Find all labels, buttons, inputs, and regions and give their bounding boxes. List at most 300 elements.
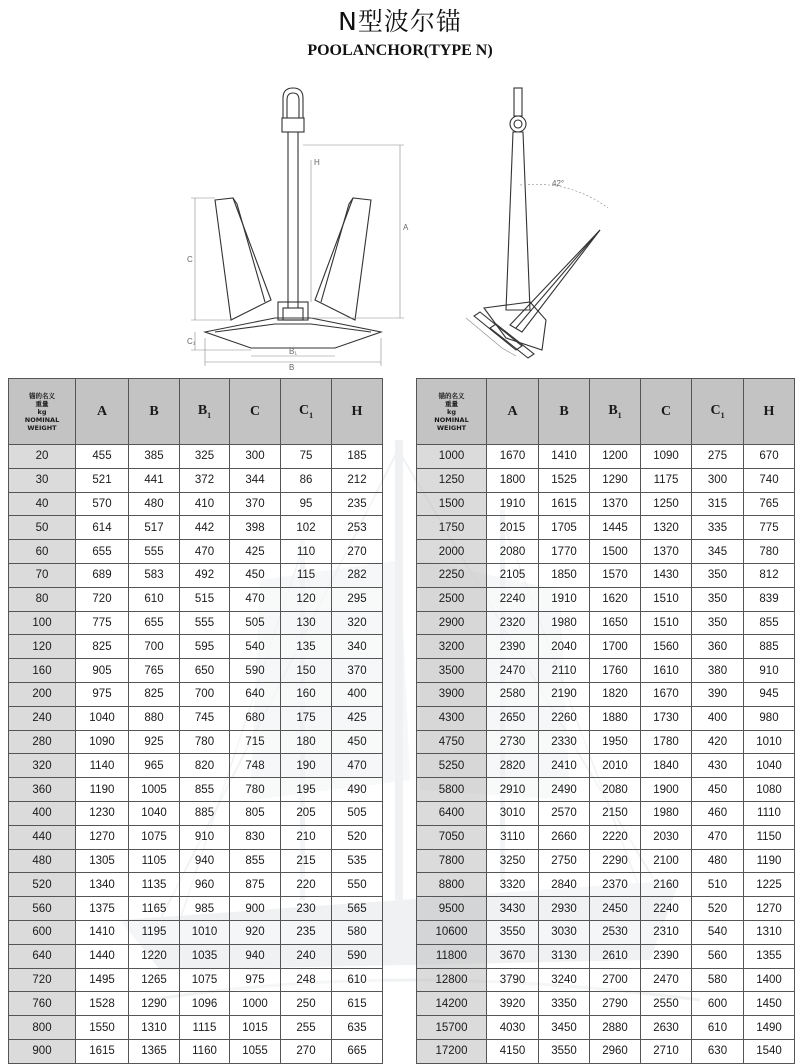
cell-b: 2110 — [539, 659, 590, 683]
cell-a: 1800 — [487, 468, 539, 492]
cell-b: 1705 — [539, 516, 590, 540]
cell-weight: 100 — [9, 611, 76, 635]
cell-h: 340 — [332, 635, 383, 659]
cell-b: 1850 — [539, 563, 590, 587]
cell-weight: 70 — [9, 563, 76, 587]
cell-c: 2160 — [641, 873, 692, 897]
cell-b1: 1075 — [180, 968, 230, 992]
cell-c: 2550 — [641, 992, 692, 1016]
cell-weight: 440 — [9, 825, 76, 849]
cell-c1: 248 — [281, 968, 332, 992]
cell-c: 2100 — [641, 849, 692, 873]
cell-weight: 3900 — [417, 682, 487, 706]
table-row — [9, 873, 383, 897]
cell-a: 2650 — [487, 706, 539, 730]
cell-c: 780 — [230, 778, 281, 802]
cell-b1: 555 — [180, 611, 230, 635]
cell-b1: 410 — [180, 492, 230, 516]
cell-weight: 12800 — [417, 968, 487, 992]
cell-a: 1305 — [76, 849, 129, 873]
cell-b: 1615 — [539, 492, 590, 516]
cell-weight: 760 — [9, 992, 76, 1016]
cell-a: 2910 — [487, 778, 539, 802]
cell-b1: 1160 — [180, 1039, 230, 1063]
cell-weight: 20 — [9, 445, 76, 469]
table-row — [417, 992, 795, 1016]
cell-h: 535 — [332, 849, 383, 873]
cell-c1: 380 — [692, 659, 744, 683]
cell-weight: 280 — [9, 730, 76, 754]
cell-a: 614 — [76, 516, 129, 540]
cell-c: 2630 — [641, 1016, 692, 1040]
cell-a: 1140 — [76, 754, 129, 778]
cell-b: 583 — [129, 563, 180, 587]
cell-b1: 1620 — [590, 587, 641, 611]
cell-weight: 2000 — [417, 540, 487, 564]
cell-h: 765 — [744, 492, 795, 516]
header-b1-main: B — [608, 403, 618, 419]
table-row — [9, 445, 383, 469]
cell-h: 885 — [744, 635, 795, 659]
cell-h: 580 — [332, 920, 383, 944]
cell-b1: 2790 — [590, 992, 641, 1016]
cell-b: 1770 — [539, 540, 590, 564]
cell-b1: 2290 — [590, 849, 641, 873]
header-h: H — [744, 379, 795, 445]
cell-b: 3030 — [539, 920, 590, 944]
cell-c: 2030 — [641, 825, 692, 849]
table-row — [417, 754, 795, 778]
cell-c: 344 — [230, 468, 281, 492]
cell-weight: 3200 — [417, 635, 487, 659]
cell-c: 1900 — [641, 778, 692, 802]
cell-a: 2470 — [487, 659, 539, 683]
cell-a: 1495 — [76, 968, 129, 992]
cell-h: 1355 — [744, 944, 795, 968]
cell-h: 320 — [332, 611, 383, 635]
cell-c1: 86 — [281, 468, 332, 492]
table-row — [9, 540, 383, 564]
cell-b: 2410 — [539, 754, 590, 778]
cell-c1: 350 — [692, 587, 744, 611]
cell-h: 400 — [332, 682, 383, 706]
cell-h: 212 — [332, 468, 383, 492]
header-c1-main: C — [710, 403, 721, 419]
cell-c1: 580 — [692, 968, 744, 992]
table-header-row — [9, 379, 383, 445]
cell-a: 3010 — [487, 801, 539, 825]
cell-b1: 1035 — [180, 944, 230, 968]
cell-c1: 190 — [281, 754, 332, 778]
cell-b1: 1096 — [180, 992, 230, 1016]
cell-h: 1400 — [744, 968, 795, 992]
cell-weight: 80 — [9, 587, 76, 611]
cell-b1: 2010 — [590, 754, 641, 778]
cell-b1: 885 — [180, 801, 230, 825]
cell-h: 282 — [332, 563, 383, 587]
cell-weight: 120 — [9, 635, 76, 659]
table-row — [9, 754, 383, 778]
cell-weight: 11800 — [417, 944, 487, 968]
cell-c: 920 — [230, 920, 281, 944]
cell-b1: 1010 — [180, 920, 230, 944]
cell-a: 1528 — [76, 992, 129, 1016]
cell-b1: 1950 — [590, 730, 641, 754]
cell-b: 1910 — [539, 587, 590, 611]
cell-a: 1615 — [76, 1039, 129, 1063]
cell-h: 1310 — [744, 920, 795, 944]
table-row — [417, 778, 795, 802]
cell-c: 805 — [230, 801, 281, 825]
cell-c1: 75 — [281, 445, 332, 469]
cell-h: 1040 — [744, 754, 795, 778]
cell-b: 2260 — [539, 706, 590, 730]
cell-a: 2080 — [487, 540, 539, 564]
cell-a: 3550 — [487, 920, 539, 944]
cell-c1: 195 — [281, 778, 332, 802]
cell-a: 2730 — [487, 730, 539, 754]
anchor-front-view-drawing — [175, 80, 415, 370]
cell-c1: 250 — [281, 992, 332, 1016]
cell-c: 1730 — [641, 706, 692, 730]
cell-b1: 855 — [180, 778, 230, 802]
cell-h: 665 — [332, 1039, 383, 1063]
cell-weight: 520 — [9, 873, 76, 897]
cell-b1: 910 — [180, 825, 230, 849]
cell-b: 2040 — [539, 635, 590, 659]
cell-weight: 240 — [9, 706, 76, 730]
cell-a: 521 — [76, 468, 129, 492]
cell-weight: 1500 — [417, 492, 487, 516]
cell-a: 3430 — [487, 897, 539, 921]
cell-weight: 1750 — [417, 516, 487, 540]
cell-c1: 350 — [692, 563, 744, 587]
cell-c1: 95 — [281, 492, 332, 516]
dim-label-b: B — [289, 363, 295, 370]
cell-weight: 7800 — [417, 849, 487, 873]
cell-h: 1270 — [744, 897, 795, 921]
cell-b: 965 — [129, 754, 180, 778]
cell-c1: 255 — [281, 1016, 332, 1040]
cell-a: 1270 — [76, 825, 129, 849]
cell-h: 839 — [744, 587, 795, 611]
cell-h: 425 — [332, 706, 383, 730]
cell-a: 2015 — [487, 516, 539, 540]
cell-h: 370 — [332, 659, 383, 683]
header-nominal-weight — [417, 379, 487, 445]
spec-table-right-body — [417, 445, 795, 1064]
cell-c: 590 — [230, 659, 281, 683]
header-h: H — [332, 379, 383, 445]
cell-h: 945 — [744, 682, 795, 706]
cell-b: 1980 — [539, 611, 590, 635]
cell-b1: 2880 — [590, 1016, 641, 1040]
cell-b: 2330 — [539, 730, 590, 754]
cell-weight: 7050 — [417, 825, 487, 849]
cell-h: 1490 — [744, 1016, 795, 1040]
cell-b: 880 — [129, 706, 180, 730]
cell-c: 1000 — [230, 992, 281, 1016]
cell-weight: 2500 — [417, 587, 487, 611]
cell-c: 1370 — [641, 540, 692, 564]
table-row — [417, 516, 795, 540]
cell-b1: 1500 — [590, 540, 641, 564]
cell-h: 520 — [332, 825, 383, 849]
table-row — [417, 1016, 795, 1040]
header-weight-cn-line1: 锚的名义 — [438, 391, 465, 400]
cell-h: 780 — [744, 540, 795, 564]
cell-h: 550 — [332, 873, 383, 897]
cell-c1: 130 — [281, 611, 332, 635]
cell-h: 470 — [332, 754, 383, 778]
cell-b: 1165 — [129, 897, 180, 921]
cell-h: 615 — [332, 992, 383, 1016]
cell-h: 490 — [332, 778, 383, 802]
cell-b1: 820 — [180, 754, 230, 778]
cell-c: 975 — [230, 968, 281, 992]
cell-c1: 600 — [692, 992, 744, 1016]
cell-b: 2570 — [539, 801, 590, 825]
cell-b1: 1650 — [590, 611, 641, 635]
cell-b: 1410 — [539, 445, 590, 469]
header-weight-unit: kg — [37, 407, 47, 416]
cell-h: 812 — [744, 563, 795, 587]
cell-c: 875 — [230, 873, 281, 897]
table-row — [9, 516, 383, 540]
table-row — [9, 635, 383, 659]
table-row — [417, 540, 795, 564]
cell-weight: 4300 — [417, 706, 487, 730]
cell-h: 565 — [332, 897, 383, 921]
cell-c: 748 — [230, 754, 281, 778]
cell-h: 235 — [332, 492, 383, 516]
cell-a: 1910 — [487, 492, 539, 516]
cell-weight: 8800 — [417, 873, 487, 897]
cell-a: 3920 — [487, 992, 539, 1016]
cell-c1: 110 — [281, 540, 332, 564]
cell-b1: 442 — [180, 516, 230, 540]
cell-weight: 480 — [9, 849, 76, 873]
cell-h: 1080 — [744, 778, 795, 802]
cell-c: 1320 — [641, 516, 692, 540]
cell-a: 1440 — [76, 944, 129, 968]
cell-h: 855 — [744, 611, 795, 635]
cell-h: 505 — [332, 801, 383, 825]
cell-b1: 1445 — [590, 516, 641, 540]
cell-weight: 600 — [9, 920, 76, 944]
cell-c: 1510 — [641, 587, 692, 611]
cell-weight: 320 — [9, 754, 76, 778]
dim-label-b1: B₁ — [289, 347, 298, 356]
table-row — [417, 492, 795, 516]
header-c: C — [230, 379, 281, 445]
cell-b1: 960 — [180, 873, 230, 897]
cell-b1: 2220 — [590, 825, 641, 849]
header-weight-unit: kg — [447, 407, 456, 416]
cell-c1: 540 — [692, 920, 744, 944]
cell-weight: 400 — [9, 801, 76, 825]
cell-c: 940 — [230, 944, 281, 968]
cell-a: 1670 — [487, 445, 539, 469]
cell-c: 300 — [230, 445, 281, 469]
table-row — [9, 920, 383, 944]
cell-c: 1980 — [641, 801, 692, 825]
cell-c1: 335 — [692, 516, 744, 540]
cell-c: 1430 — [641, 563, 692, 587]
table-row — [417, 706, 795, 730]
cell-a: 2105 — [487, 563, 539, 587]
cell-a: 825 — [76, 635, 129, 659]
table-row — [417, 563, 795, 587]
header-b1 — [590, 379, 641, 445]
cell-a: 2820 — [487, 754, 539, 778]
cell-b: 555 — [129, 540, 180, 564]
cell-a: 905 — [76, 659, 129, 683]
cell-weight: 14200 — [417, 992, 487, 1016]
cell-b1: 325 — [180, 445, 230, 469]
cell-h: 1450 — [744, 992, 795, 1016]
cell-a: 3250 — [487, 849, 539, 873]
cell-c: 680 — [230, 706, 281, 730]
cell-c1: 102 — [281, 516, 332, 540]
cell-b1: 2080 — [590, 778, 641, 802]
cell-c: 2310 — [641, 920, 692, 944]
cell-c1: 460 — [692, 801, 744, 825]
table-row — [417, 659, 795, 683]
cell-b: 1290 — [129, 992, 180, 1016]
table-row — [417, 920, 795, 944]
table-row — [417, 897, 795, 921]
table-row — [9, 849, 383, 873]
cell-weight: 60 — [9, 540, 76, 564]
cell-c: 2470 — [641, 968, 692, 992]
cell-c: 2240 — [641, 897, 692, 921]
header-b1 — [180, 379, 230, 445]
header-weight-cn-line2: 重量 — [35, 399, 49, 408]
table-row — [417, 801, 795, 825]
cell-c1: 240 — [281, 944, 332, 968]
cell-weight: 5800 — [417, 778, 487, 802]
cell-a: 1230 — [76, 801, 129, 825]
cell-c: 370 — [230, 492, 281, 516]
header-weight-cn-line2: 重量 — [445, 399, 458, 408]
cell-weight: 2900 — [417, 611, 487, 635]
cell-b1: 2700 — [590, 968, 641, 992]
cell-a: 4030 — [487, 1016, 539, 1040]
cell-c1: 345 — [692, 540, 744, 564]
cell-c1: 510 — [692, 873, 744, 897]
table-row — [417, 445, 795, 469]
cell-a: 2320 — [487, 611, 539, 635]
cell-weight: 1000 — [417, 445, 487, 469]
cell-b: 1525 — [539, 468, 590, 492]
cell-b1: 1880 — [590, 706, 641, 730]
cell-b: 1365 — [129, 1039, 180, 1063]
table-row — [9, 730, 383, 754]
header-c: C — [641, 379, 692, 445]
cell-c1: 235 — [281, 920, 332, 944]
cell-c1: 175 — [281, 706, 332, 730]
cell-b: 1075 — [129, 825, 180, 849]
cell-b1: 372 — [180, 468, 230, 492]
cell-weight: 40 — [9, 492, 76, 516]
header-b: B — [539, 379, 590, 445]
cell-c: 505 — [230, 611, 281, 635]
cell-b1: 1200 — [590, 445, 641, 469]
cell-b: 1105 — [129, 849, 180, 873]
cell-a: 4150 — [487, 1039, 539, 1063]
cell-weight: 900 — [9, 1039, 76, 1063]
cell-c1: 205 — [281, 801, 332, 825]
cell-b: 1040 — [129, 801, 180, 825]
cell-b: 3240 — [539, 968, 590, 992]
cell-b: 1265 — [129, 968, 180, 992]
header-a: A — [487, 379, 539, 445]
cell-c: 1840 — [641, 754, 692, 778]
cell-h: 253 — [332, 516, 383, 540]
cell-h: 1010 — [744, 730, 795, 754]
cell-weight: 560 — [9, 897, 76, 921]
header-weight-en-line2: WEIGHT — [436, 423, 467, 432]
cell-c: 398 — [230, 516, 281, 540]
cell-b: 517 — [129, 516, 180, 540]
cell-c1: 120 — [281, 587, 332, 611]
cell-weight: 30 — [9, 468, 76, 492]
cell-b: 441 — [129, 468, 180, 492]
table-row — [417, 968, 795, 992]
cell-c: 1055 — [230, 1039, 281, 1063]
cell-b1: 1370 — [590, 492, 641, 516]
dim-label-h: H — [314, 158, 320, 167]
table-row — [9, 1039, 383, 1063]
cell-c1: 220 — [281, 873, 332, 897]
cell-c: 2390 — [641, 944, 692, 968]
cell-b1: 2370 — [590, 873, 641, 897]
cell-c1: 480 — [692, 849, 744, 873]
cell-h: 670 — [744, 445, 795, 469]
cell-weight: 2250 — [417, 563, 487, 587]
cell-h: 185 — [332, 445, 383, 469]
cell-a: 3790 — [487, 968, 539, 992]
header-c1-sub: 1 — [309, 410, 314, 420]
cell-b1: 780 — [180, 730, 230, 754]
table-row — [9, 778, 383, 802]
cell-a: 3110 — [487, 825, 539, 849]
table-row — [9, 968, 383, 992]
cell-b: 2750 — [539, 849, 590, 873]
cell-a: 2390 — [487, 635, 539, 659]
cell-b: 3130 — [539, 944, 590, 968]
cell-b: 1195 — [129, 920, 180, 944]
header-a: A — [76, 379, 129, 445]
cell-c: 1560 — [641, 635, 692, 659]
cell-b: 700 — [129, 635, 180, 659]
cell-weight: 360 — [9, 778, 76, 802]
cell-b: 385 — [129, 445, 180, 469]
cell-weight: 5250 — [417, 754, 487, 778]
cell-h: 1540 — [744, 1039, 795, 1063]
table-row — [9, 897, 383, 921]
cell-a: 3670 — [487, 944, 539, 968]
cell-c1: 160 — [281, 682, 332, 706]
cell-a: 720 — [76, 587, 129, 611]
cell-a: 655 — [76, 540, 129, 564]
anchor-side-view-drawing — [450, 80, 630, 370]
cell-c1: 420 — [692, 730, 744, 754]
cell-a: 975 — [76, 682, 129, 706]
cell-h: 1190 — [744, 849, 795, 873]
cell-c1: 230 — [281, 897, 332, 921]
